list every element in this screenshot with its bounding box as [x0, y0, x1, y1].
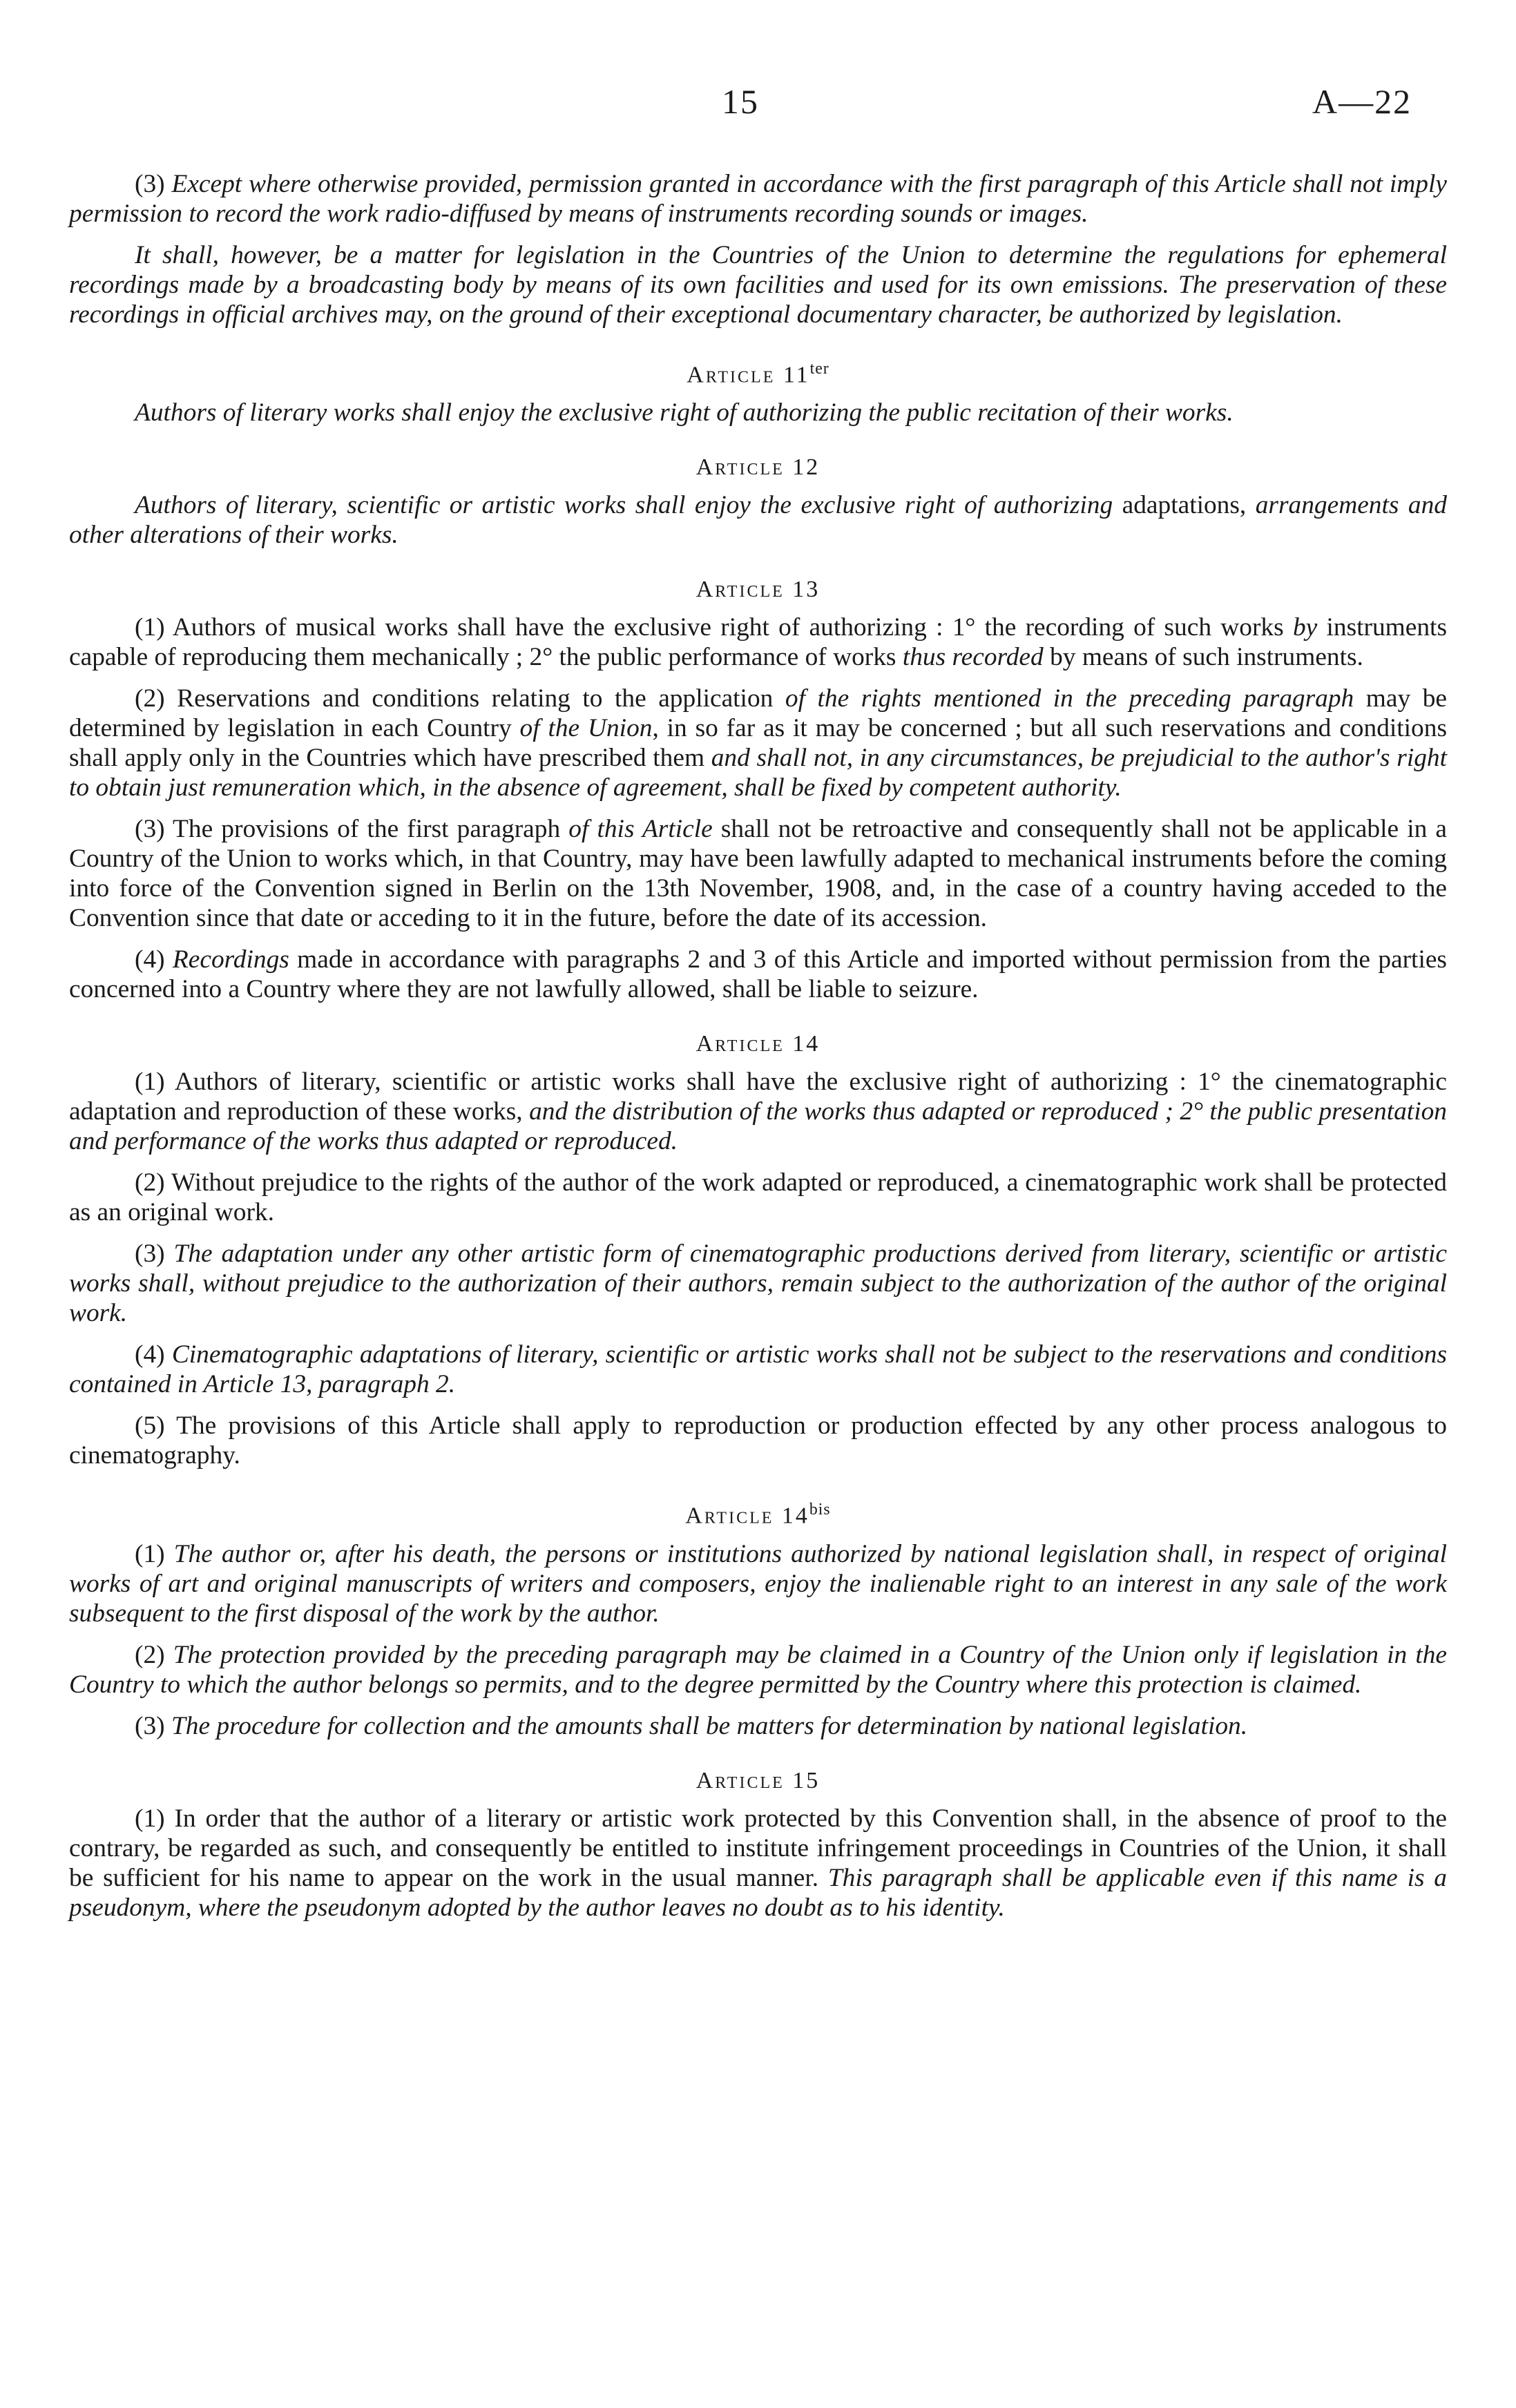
paragraph: It shall, however, be a matter for legislation in the Countries of the Union to determine the regulations for ephemeral recordings made by a broadcasting body by means of its own facilities and used for its own emissions. The preservation of these recordings in official archives may, on the ground of their exceptional documentary character, be authorized by legislation.: [69, 241, 1447, 329]
article-heading: Article $14^{bis}$: [685, 1501, 831, 1529]
article-heading: Article $11^{ter}$: [687, 360, 829, 388]
paragraph: Authors of literary, scientific or artistic works shall enjoy the exclusive right of authorizing adaptations, arrangements and other alterations of their works.: [69, 491, 1448, 550]
paragraph: (3) The procedure for collection and the amounts shall be matters for determination by national legislation.: [135, 1711, 1248, 1740]
paragraph: Authors of literary works shall enjoy the exclusive right of authorizing the public recitation of their works.: [135, 398, 1234, 427]
document-body: [69, 169, 1447, 1934]
paragraph: (2) The protection provided by the preceding paragraph may be claimed in a Country of the Union only if legislation in the Country to which the author belongs so permits, and to the degree permitted by the Country where this protection is claimed.: [69, 1640, 1447, 1699]
article-heading: Article 14: [695, 1031, 821, 1057]
article-heading: Article 12: [695, 454, 821, 481]
paragraph: (1) In order that the author of a literary or artistic work protected by this Convention shall, in the absence of proof to the contrary, be regarded as such, and consequently be entitled to institute infringement proceedings in Countries of the Union, it shall be sufficient for his name to appear on the work in the usual manner. This paragraph shall be applicable even if this name is a pseudonym, where the pseudonym adopted by the author leaves no doubt as to his identity.: [69, 1804, 1447, 1922]
paragraph: (2) Without prejudice to the rights of the author of the work adapted or reproduced, a cinematographic work shall be protected as an original work.: [69, 1168, 1447, 1227]
document-reference: A—22: [1312, 82, 1412, 121]
paragraph: (2) Reservations and conditions relating to the application of the rights mentioned in the preceding paragraph may be determined by legislation in each Country of the Union, in so far as it may be concerned ; but all such reservations and conditions shall apply only in the Countries which have prescribed them and shall not, in any circumstances, be prejudicial to the author's right to obtain just remuneration which, in the absence of agreement, shall be fixed by competent authority.: [69, 684, 1447, 802]
paragraph: (3) The provisions of the first paragraph of this Article shall not be retroactive and consequently shall not be applicable in a Country of the Union to works which, in that Country, may have been lawfully adapted to mechanical instruments before the coming into force of the Convention signed in Berlin on the 13th November, 1908, and, in the case of a country having acceded to the Convention since that date or acceding to it in the future, before the date of its accession.: [69, 815, 1448, 933]
paragraph: (4) Recordings made in accordance with paragraphs 2 and 3 of this Article and imported without permission from the parties concerned into a Country where they are not lawfully allowed, shall be liable to seizure.: [69, 945, 1447, 1004]
paragraph: (3) The adaptation under any other artistic form of cinematographic productions derived from literary, scientific or artistic works shall, without prejudice to the authorization of their authors, remain subject to the authorization of the author of the original work.: [69, 1240, 1447, 1328]
paragraph: (1) Authors of literary, scientific or artistic works shall have the exclusive right of authorizing : 1° the cinematographic adaptation and reproduction of these works, and the distribution of the works thus adapted or reproduced ; 2° the public presentation and performance of the works thus adapted or reproduced.: [69, 1068, 1447, 1156]
paragraph: (1) Authors of musical works shall have the exclusive right of authorizing : 1° the recording of such works by instruments capable of reproducing them mechanically ; 2° the public performance of works thus recorded by means of such instruments.: [69, 613, 1447, 672]
paragraph: (4) Cinematographic adaptations of literary, scientific or artistic works shall not be subject to the reservations and conditions contained in Article 13, paragraph 2.: [69, 1340, 1447, 1399]
article-heading: Article 13: [695, 577, 821, 603]
paragraph: (3) Except where otherwise provided, permission granted in accordance with the first paragraph of this Article shall not imply permission to record the work radio-diffused by means of instruments recording sounds or images.: [69, 170, 1447, 228]
paragraph: (1) The author or, after his death, the persons or institutions authorized by national legislation shall, in respect of original works of art and original manuscripts of writers and composers, enjoy the inalienable right to an interest in any sale of the work subsequent to the first disposal of the work by the author.: [69, 1539, 1447, 1628]
page-number: 15: [722, 82, 759, 121]
paragraph: (5) The provisions of this Article shall apply to reproduction or production effected by any other process analogous to cinematography.: [69, 1412, 1447, 1470]
article-heading: Article 15: [695, 1767, 821, 1793]
